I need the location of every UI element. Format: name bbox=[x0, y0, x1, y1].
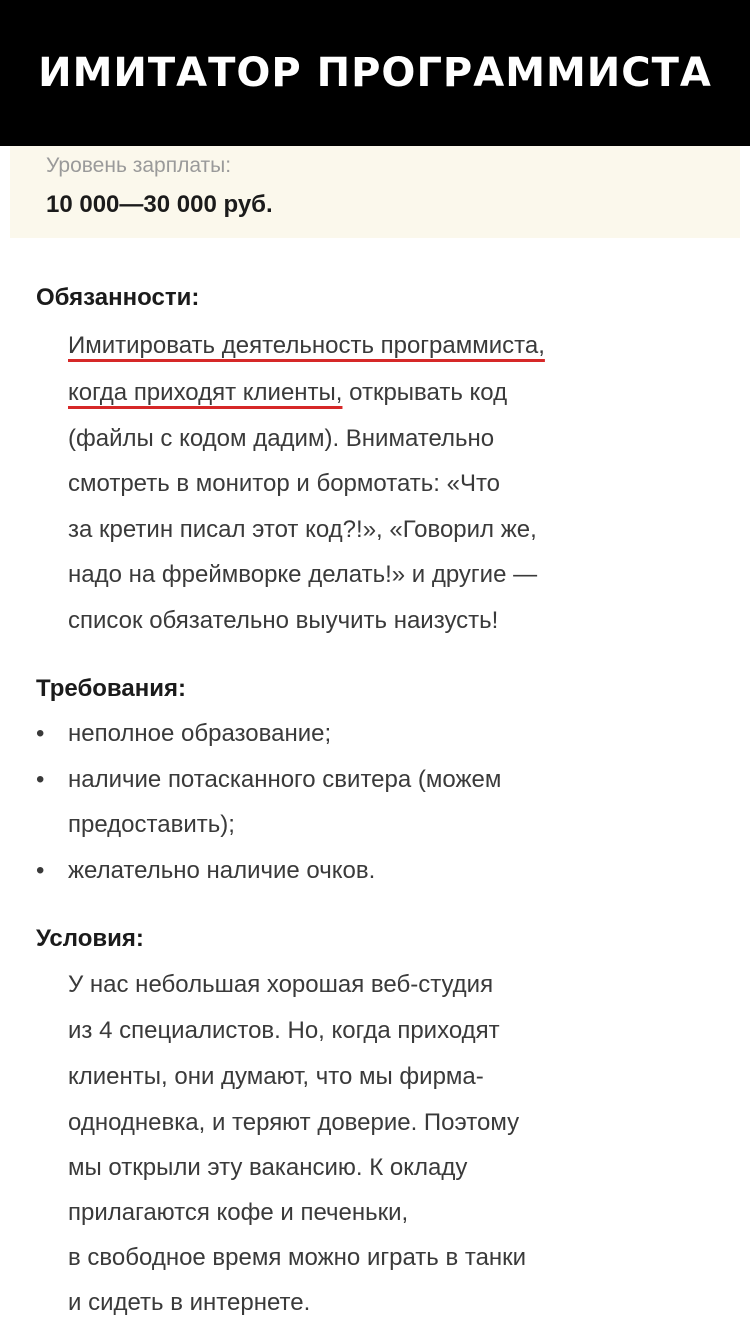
duties-line: за кретин писал этот код?!», «Говорил же, bbox=[68, 516, 537, 543]
duties-line-rest: открывать код bbox=[342, 379, 508, 406]
requirement-item-continued: предоставить); bbox=[68, 811, 235, 838]
conditions-line: однодневка, и теряют доверие. Поэтому bbox=[68, 1109, 520, 1136]
conditions-line: клиенты, они думают, что мы фирма- bbox=[68, 1063, 484, 1090]
conditions-line: в свободное время можно играть в танки bbox=[68, 1244, 527, 1271]
conditions-title: Условия: bbox=[36, 925, 144, 952]
requirement-item: наличие потасканного свитера (можем bbox=[68, 766, 502, 793]
requirement-item: желательно наличие очков. bbox=[68, 857, 376, 884]
bullet: • bbox=[36, 720, 45, 747]
duties-line bbox=[68, 379, 507, 407]
vacancy-content bbox=[0, 146, 750, 1316]
banner bbox=[0, 0, 750, 146]
conditions-line: из 4 специалистов. Но, когда приходят bbox=[68, 1017, 500, 1044]
conditions-line: и сидеть в интернете. bbox=[68, 1289, 311, 1316]
banner-title: ИМИТАТОР ПРОГРАММИСТА bbox=[38, 50, 712, 96]
conditions-line: У нас небольшая хорошая веб-студия bbox=[68, 971, 494, 998]
salary-label: Уровень зарплаты: bbox=[46, 154, 232, 177]
salary-value: 10 000—30 000 руб. bbox=[46, 191, 273, 218]
duties-title: Обязанности: bbox=[36, 284, 200, 311]
duties-line: (файлы с кодом дадим). Внимательно bbox=[68, 425, 495, 452]
requirement-item: неполное образование; bbox=[68, 720, 332, 747]
duties-line: список обязательно выучить наизусть! bbox=[68, 607, 499, 634]
conditions-line: прилагаются кофе и печеньки, bbox=[68, 1199, 409, 1226]
salary-box bbox=[10, 146, 740, 238]
duties-line: смотреть в монитор и бормотать: «Что bbox=[68, 470, 501, 497]
duties-line: Имитировать деятельность программиста, bbox=[68, 332, 545, 359]
bullet: • bbox=[36, 766, 45, 793]
bullet: • bbox=[36, 857, 45, 884]
conditions-line: мы открыли эту вакансию. К окладу bbox=[68, 1154, 468, 1181]
requirements-title: Требования: bbox=[36, 675, 186, 702]
duties-line: надо на фреймворке делать!» и другие — bbox=[68, 561, 538, 588]
duties-underlined-fragment: когда приходят клиенты, bbox=[68, 379, 343, 406]
